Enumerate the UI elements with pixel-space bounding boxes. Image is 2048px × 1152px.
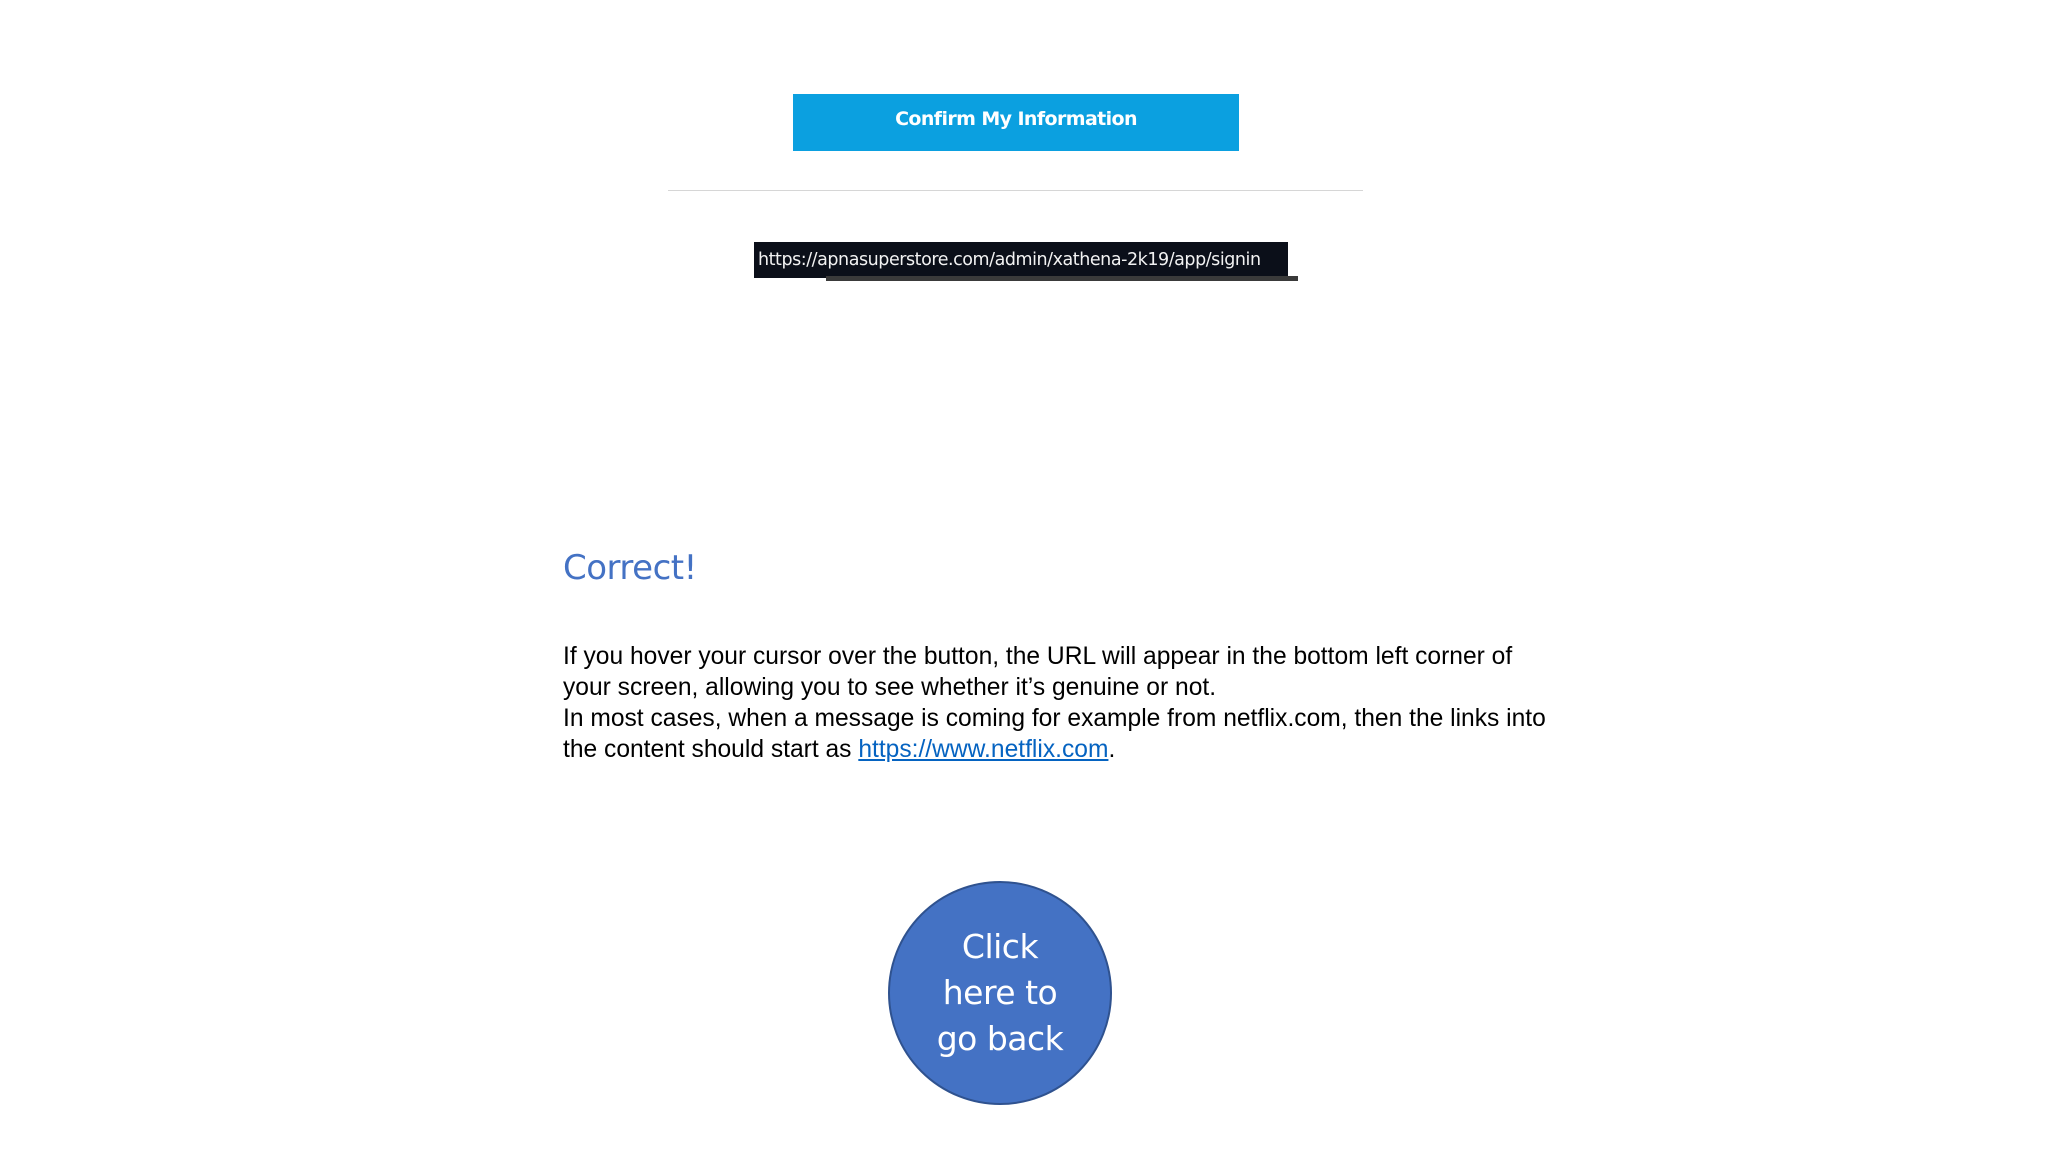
url-tooltip-shadow (826, 276, 1298, 281)
explanation-line-2-text: In most cases, when a message is coming for example from netflix.com, then the links into the content should start as (563, 705, 1546, 763)
confirm-my-information-button[interactable]: Confirm My Information (793, 94, 1239, 151)
explanation-line-1: If you hover your cursor over the button, the URL will appear in the bottom left corner of your screen, allowing you to see whether it’s genuine or not. (563, 643, 1513, 701)
result-heading: Correct! (563, 548, 697, 588)
url-hover-tooltip: https://apnasuperstore.com/admin/xathena-2k19/app/signin (754, 242, 1288, 278)
divider (668, 190, 1363, 191)
explanation-line-2-end: . (1108, 736, 1116, 763)
go-back-button-label: Click here to go back (936, 927, 1064, 1058)
netflix-link[interactable]: https://www.netflix.com (858, 736, 1109, 763)
go-back-button[interactable] (888, 881, 1112, 1105)
explanation-text (563, 641, 1553, 765)
explanation-line-2 (563, 703, 1553, 765)
